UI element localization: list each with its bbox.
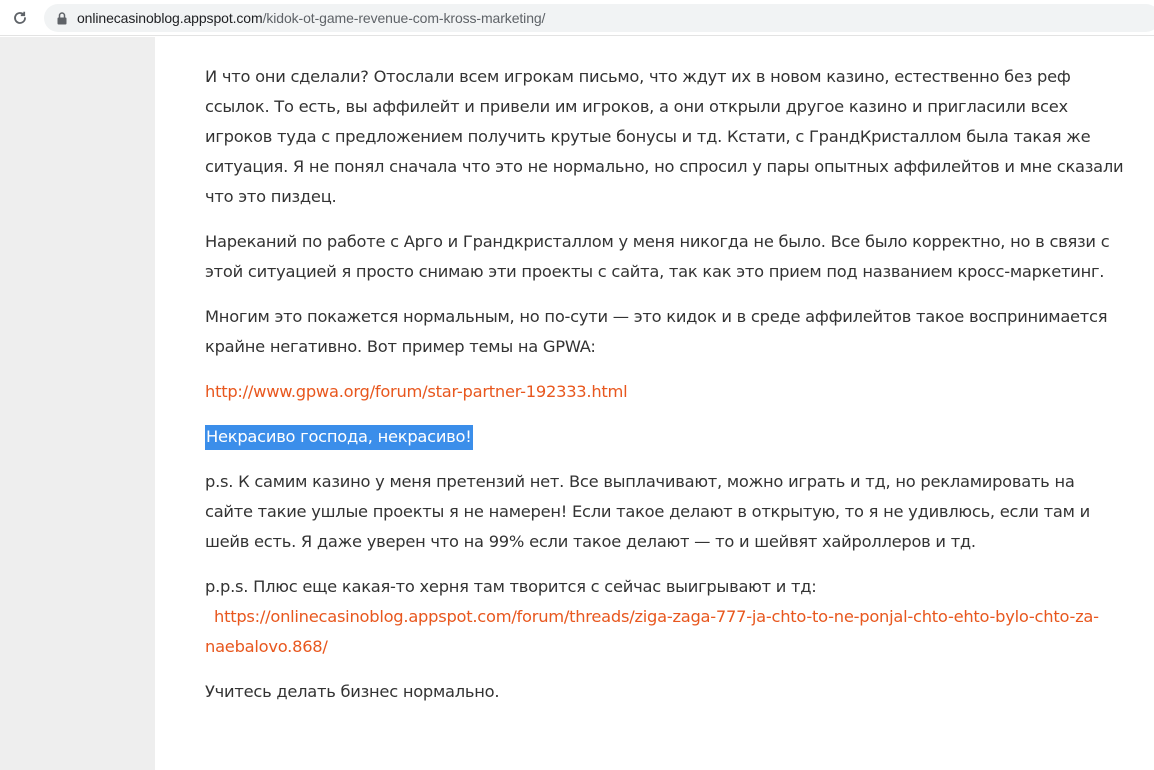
paragraph: Нареканий по работе с Арго и Грандкристаллом у меня никогда не было. Все было корректно, но в связи с этой ситуацией я просто снимаю эти проекты с сайта, так как это прием под названием кросс-маркетинг.: [205, 232, 1110, 281]
link-paragraph: [205, 377, 1125, 407]
paragraph: И что они сделали? Отослали всем игрокам письмо, что ждут их в новом казино, естественно без реф ссылок. То есть, вы аффилейт и привели им игроков, а они открыли другое казино и пригласили всех игроков туда с предложением получить крутые бонусы и тд. Кстати, с ГрандКристаллом была такая же ситуация. Я не понял сначала что это не нормально, но спросил у пары опытных аффилейтов и мне сказали что это пиздец.: [205, 67, 1124, 206]
reload-button[interactable]: [10, 8, 30, 28]
article-body: [205, 62, 1125, 722]
paragraph: p.s. К самим казино у меня претензий нет. Все выплачивают, можно играть и тд, но рекламировать на сайте такие ушлые проекты я не намерен! Если такое делают в открытую, то я не удивлюсь, если там и шейв есть. Я даже уверен что на 99% если такое делают — то и шейвят хайроллеров и тд.: [205, 472, 1090, 551]
lock-icon[interactable]: [56, 11, 68, 25]
browser-toolbar: [0, 0, 1154, 36]
paragraph: Учитесь делать бизнес нормально.: [205, 682, 500, 701]
paragraph: Многим это покажется нормальным, но по-сути — это кидок и в среде аффилейтов такое воспринимается крайне негативно. Вот пример темы на GPWA:: [205, 307, 1108, 356]
url-domain: onlinecasinoblog.appspot.com: [77, 10, 263, 26]
gpwa-forum-link[interactable]: http://www.gpwa.org/forum/star-partner-192333.html: [205, 382, 628, 401]
highlight-paragraph: [205, 422, 1125, 452]
address-bar[interactable]: [44, 4, 1154, 32]
paragraph-text: p.p.s. Плюс еще какая-то херня там творится с сейчас выигрывают и тд:: [205, 577, 817, 596]
paragraph-with-link: [205, 572, 1125, 662]
selected-text: Некрасиво господа, некрасиво!: [205, 425, 473, 450]
url-path: /kidok-ot-game-revenue-com-kross-marketing/: [262, 10, 546, 26]
url-text[interactable]: [77, 10, 545, 26]
left-gutter: [0, 37, 155, 770]
forum-thread-link[interactable]: https://onlinecasinoblog.appspot.com/forum/threads/ziga-zaga-777-ja-chto-to-ne-ponjal-chto-ehto-bylo-chto-za-naebalovo.868/: [205, 607, 1099, 656]
reload-icon: [12, 10, 28, 26]
